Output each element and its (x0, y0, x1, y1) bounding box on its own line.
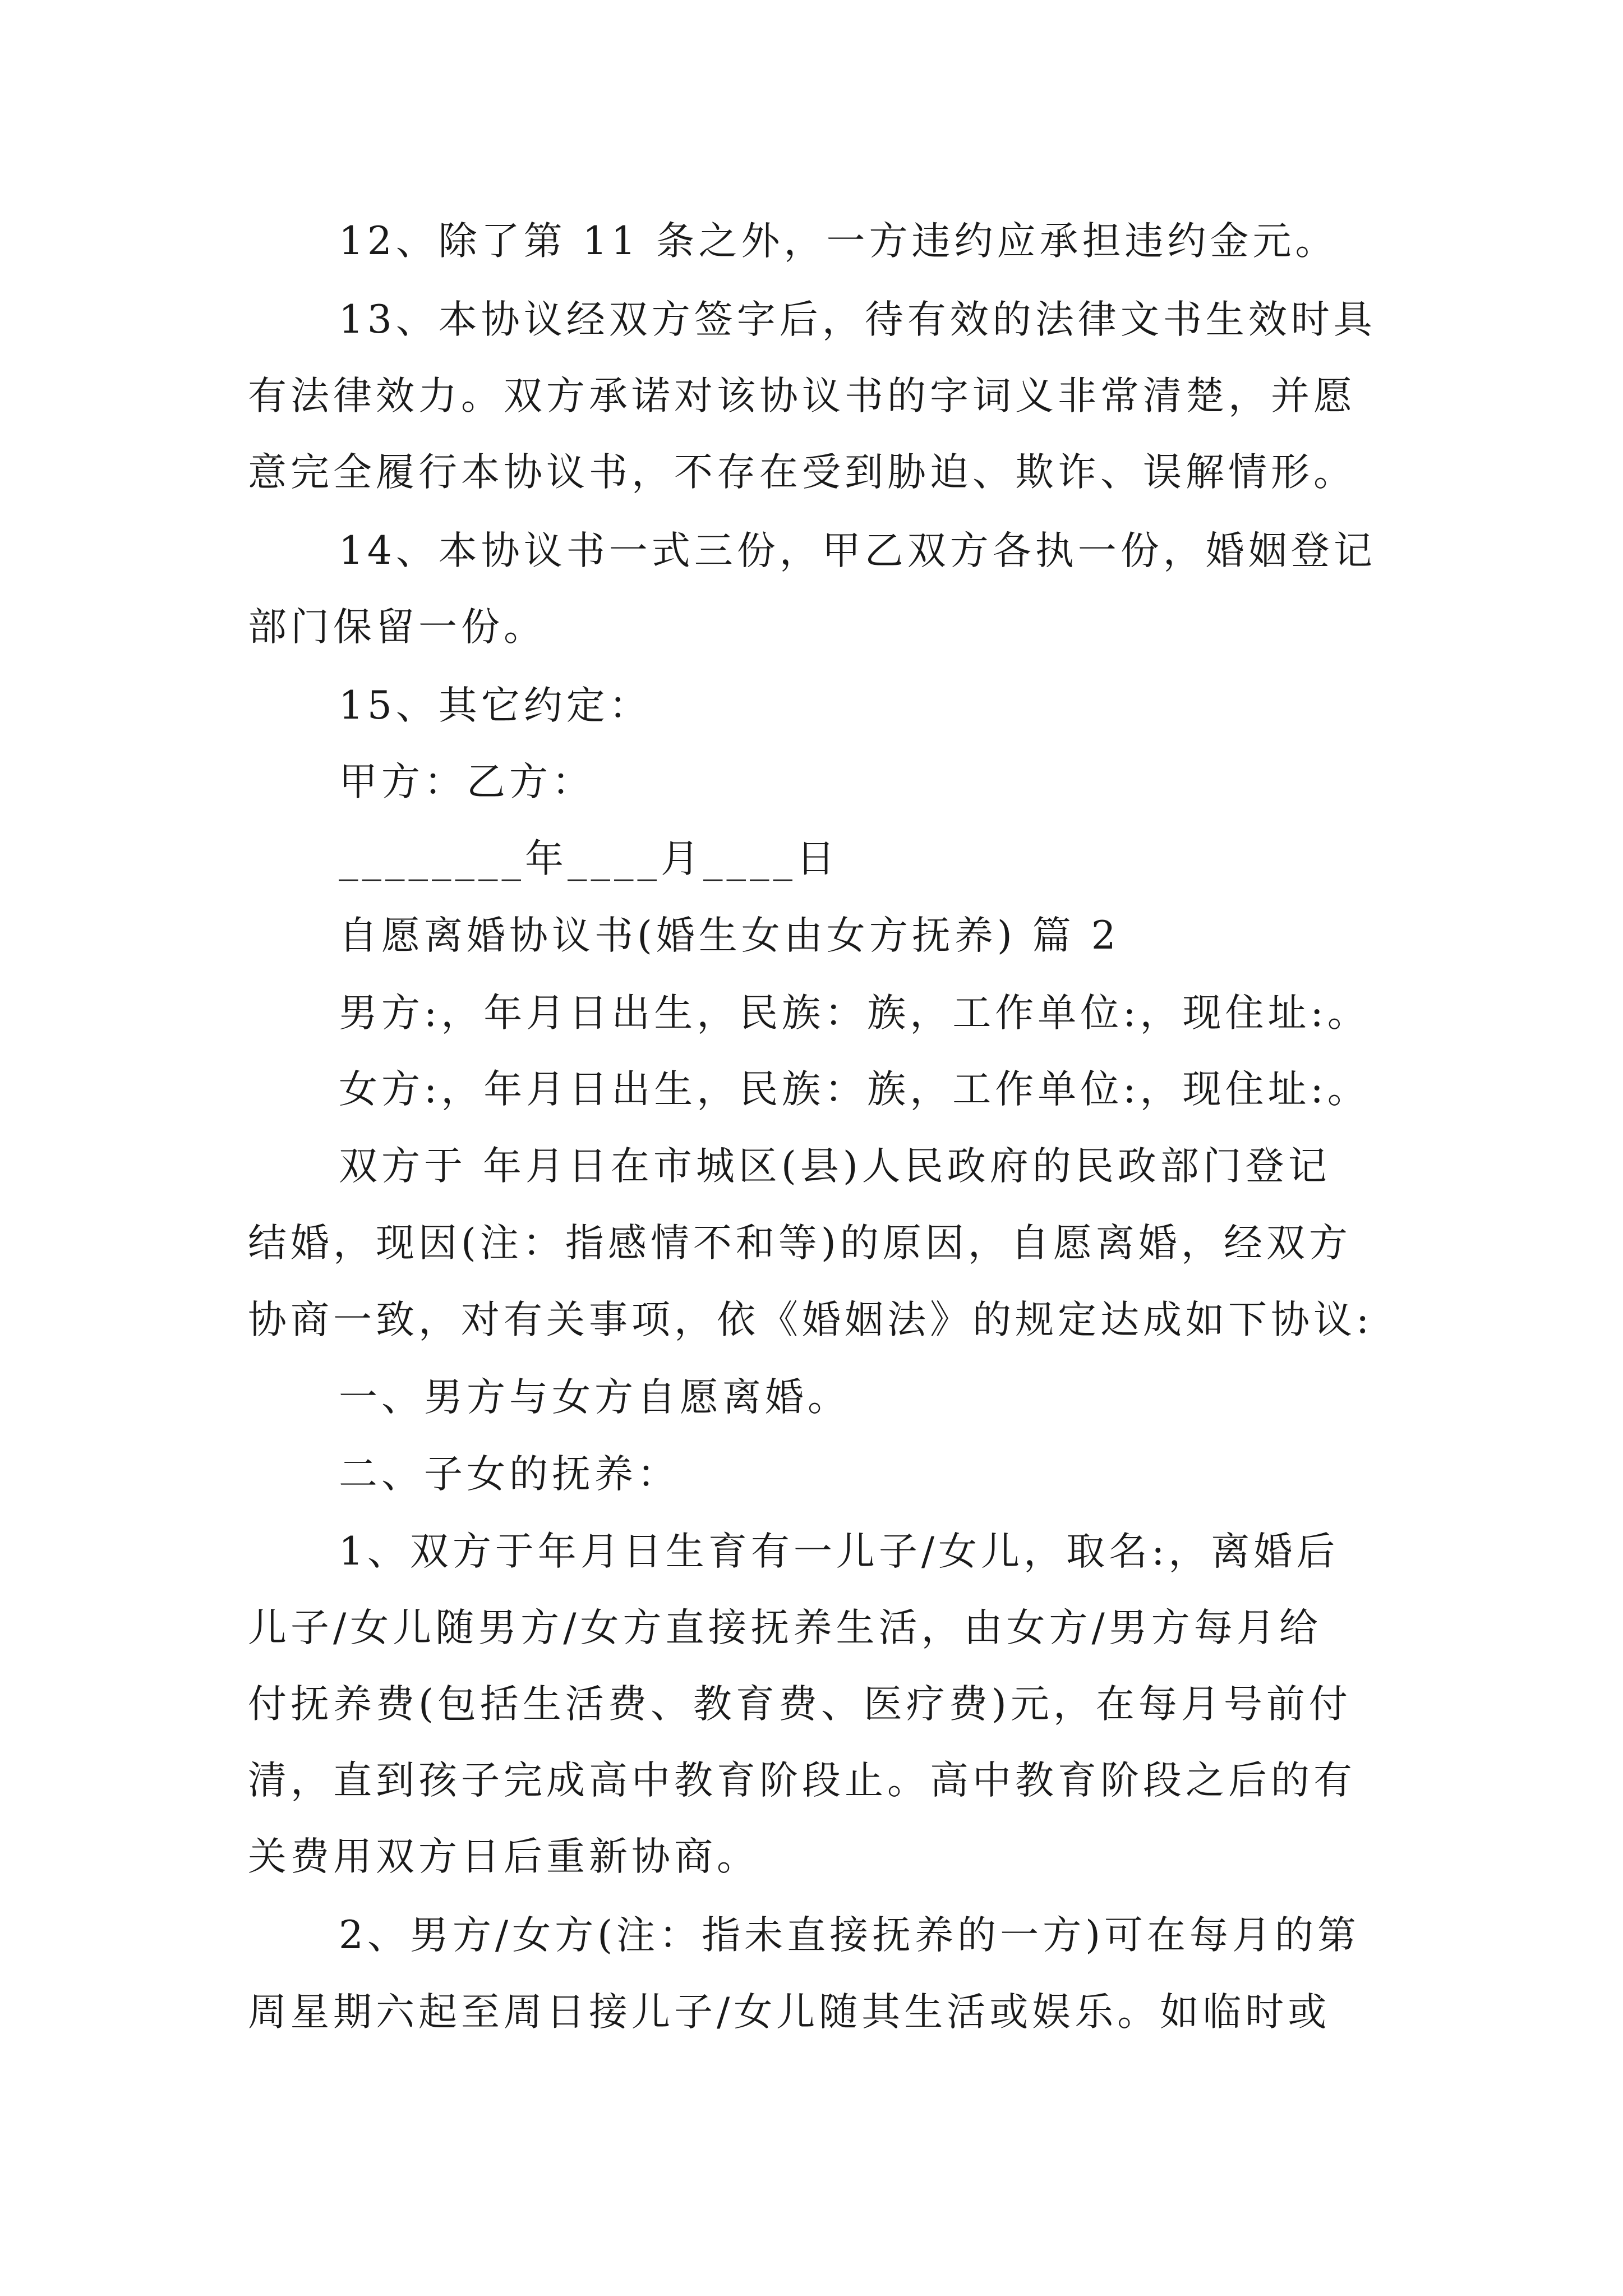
child-clause-2-line-1: 2、男方/女方(注：指未直接抚养的一方)可在每月的第 (339, 1913, 1360, 1958)
child-clause-1-line-1: 1、双方于年月日生育有一儿子/女儿，取名:，离婚后 (339, 1529, 1339, 1574)
signature-parties-line: 甲方：乙方： (339, 760, 594, 804)
intro-line-1: 双方于 年月日在市城区(县)人民政府的民政部门登记 (339, 1144, 1331, 1189)
female-party-line: 女方:，年月日出生，民族：族，工作单位:，现住址:。 (339, 1067, 1370, 1112)
child-clause-1-line-4: 清，直到孩子完成高中教育阶段止。高中教育阶段之后的有 (248, 1758, 1356, 1803)
clause-12-line: 12、除了第 11 条之外，一方违约应承担违约金元。 (339, 219, 1338, 264)
intro-line-2: 结婚，现因(注：指感情不和等)的原因，自愿离婚，经双方 (248, 1221, 1352, 1266)
clause-14-line-2: 部门保留一份。 (248, 605, 546, 650)
clause-14-line-1: 14、本协议书一式三份，甲乙双方各执一份，婚姻登记 (339, 528, 1376, 573)
child-clause-2-line-2: 周星期六起至周日接儿子/女儿随其生活或娱乐。如临时或 (248, 1990, 1331, 2035)
item-1-line: 一、男方与女方自愿离婚。 (339, 1375, 850, 1420)
clause-15-line: 15、其它约定： (339, 683, 652, 728)
male-party-line: 男方:，年月日出生，民族：族，工作单位:，现住址:。 (339, 991, 1370, 1036)
child-clause-1-line-2: 儿子/女儿随男方/女方直接抚养生活，由女方/男方每月给 (248, 1605, 1322, 1650)
clause-13-line-3: 意完全履行本协议书，不存在受到胁迫、欺诈、误解情形。 (248, 450, 1356, 495)
signature-date-line: ________年____月____日 (339, 836, 839, 881)
child-clause-1-line-5: 关费用双方日后重新协商。 (248, 1834, 759, 1879)
section-title: 自愿离婚协议书(婚生女由女方抚养) 篇 2 (339, 913, 1120, 958)
clause-13-line-1: 13、本协议经双方签字后，待有效的法律文书生效时具 (339, 297, 1376, 342)
clause-13-line-2: 有法律效力。双方承诺对该协议书的字词义非常清楚，并愿 (248, 374, 1356, 418)
item-2-heading: 二、子女的抚养： (339, 1452, 680, 1497)
intro-line-3: 协商一致，对有关事项，依《婚姻法》的规定达成如下协议: (248, 1297, 1373, 1342)
child-clause-1-line-3: 付抚养费(包括生活费、教育费、医疗费)元，在每月号前付 (248, 1682, 1352, 1727)
